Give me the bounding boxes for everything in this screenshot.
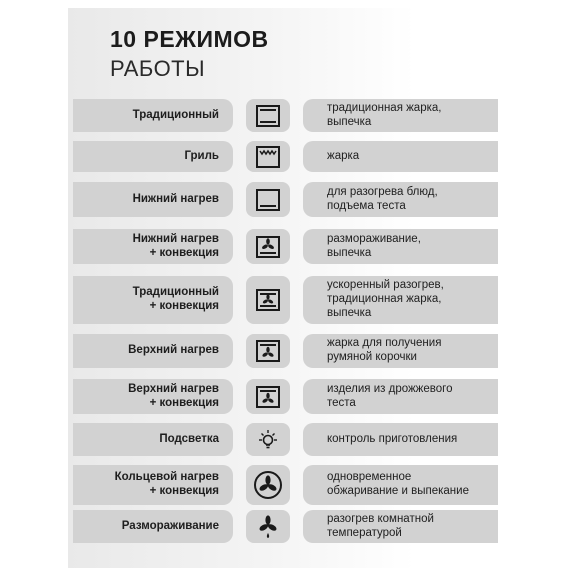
mode-name: Кольцевой нагрев + конвекция bbox=[73, 465, 233, 505]
page-subtitle: РАБОТЫ bbox=[110, 56, 206, 81]
mode-description: жарка bbox=[303, 141, 498, 172]
mode-name: Традиционный bbox=[73, 99, 233, 132]
mode-description: жарка для получения румяной корочки bbox=[303, 334, 498, 368]
mode-description: разогрев комнатной температурой bbox=[303, 510, 498, 543]
mode-description: контроль приготовления bbox=[303, 423, 498, 456]
defrost-icon bbox=[246, 510, 290, 543]
mode-name: Гриль bbox=[73, 141, 233, 172]
oven-top-bottom-heat-icon bbox=[246, 99, 290, 132]
mode-name: Традиционный + конвекция bbox=[73, 276, 233, 324]
top-heat-fan-box-icon bbox=[246, 379, 290, 414]
mode-name: Верхний нагрев + конвекция bbox=[73, 379, 233, 414]
mode-description: одновременное обжаривание и выпекание bbox=[303, 465, 498, 505]
mode-name: Верхний нагрев bbox=[73, 334, 233, 368]
mode-description: изделия из дрожжевого теста bbox=[303, 379, 498, 414]
bottom-heat-icon bbox=[246, 182, 290, 217]
mode-description: традиционная жарка, выпечка bbox=[303, 99, 498, 132]
mode-name: Подсветка bbox=[73, 423, 233, 456]
top-heat-fan-icon bbox=[246, 334, 290, 368]
page-title: 10 РЕЖИМОВ bbox=[110, 26, 269, 52]
grill-icon bbox=[246, 141, 290, 172]
light-bulb-icon bbox=[246, 423, 290, 456]
bottom-heat-fan-icon bbox=[246, 229, 290, 264]
top-bottom-heat-fan-icon bbox=[246, 276, 290, 324]
mode-name: Нижний нагрев bbox=[73, 182, 233, 217]
ring-heat-fan-icon bbox=[246, 465, 290, 505]
mode-name: Размораживание bbox=[73, 510, 233, 543]
mode-name: Нижний нагрев + конвекция bbox=[73, 229, 233, 264]
mode-description: для разогрева блюд, подъема теста bbox=[303, 182, 498, 217]
mode-description: ускоренный разогрев, традиционная жарка, выпечка bbox=[303, 276, 498, 324]
mode-description: размораживание, выпечка bbox=[303, 229, 498, 264]
